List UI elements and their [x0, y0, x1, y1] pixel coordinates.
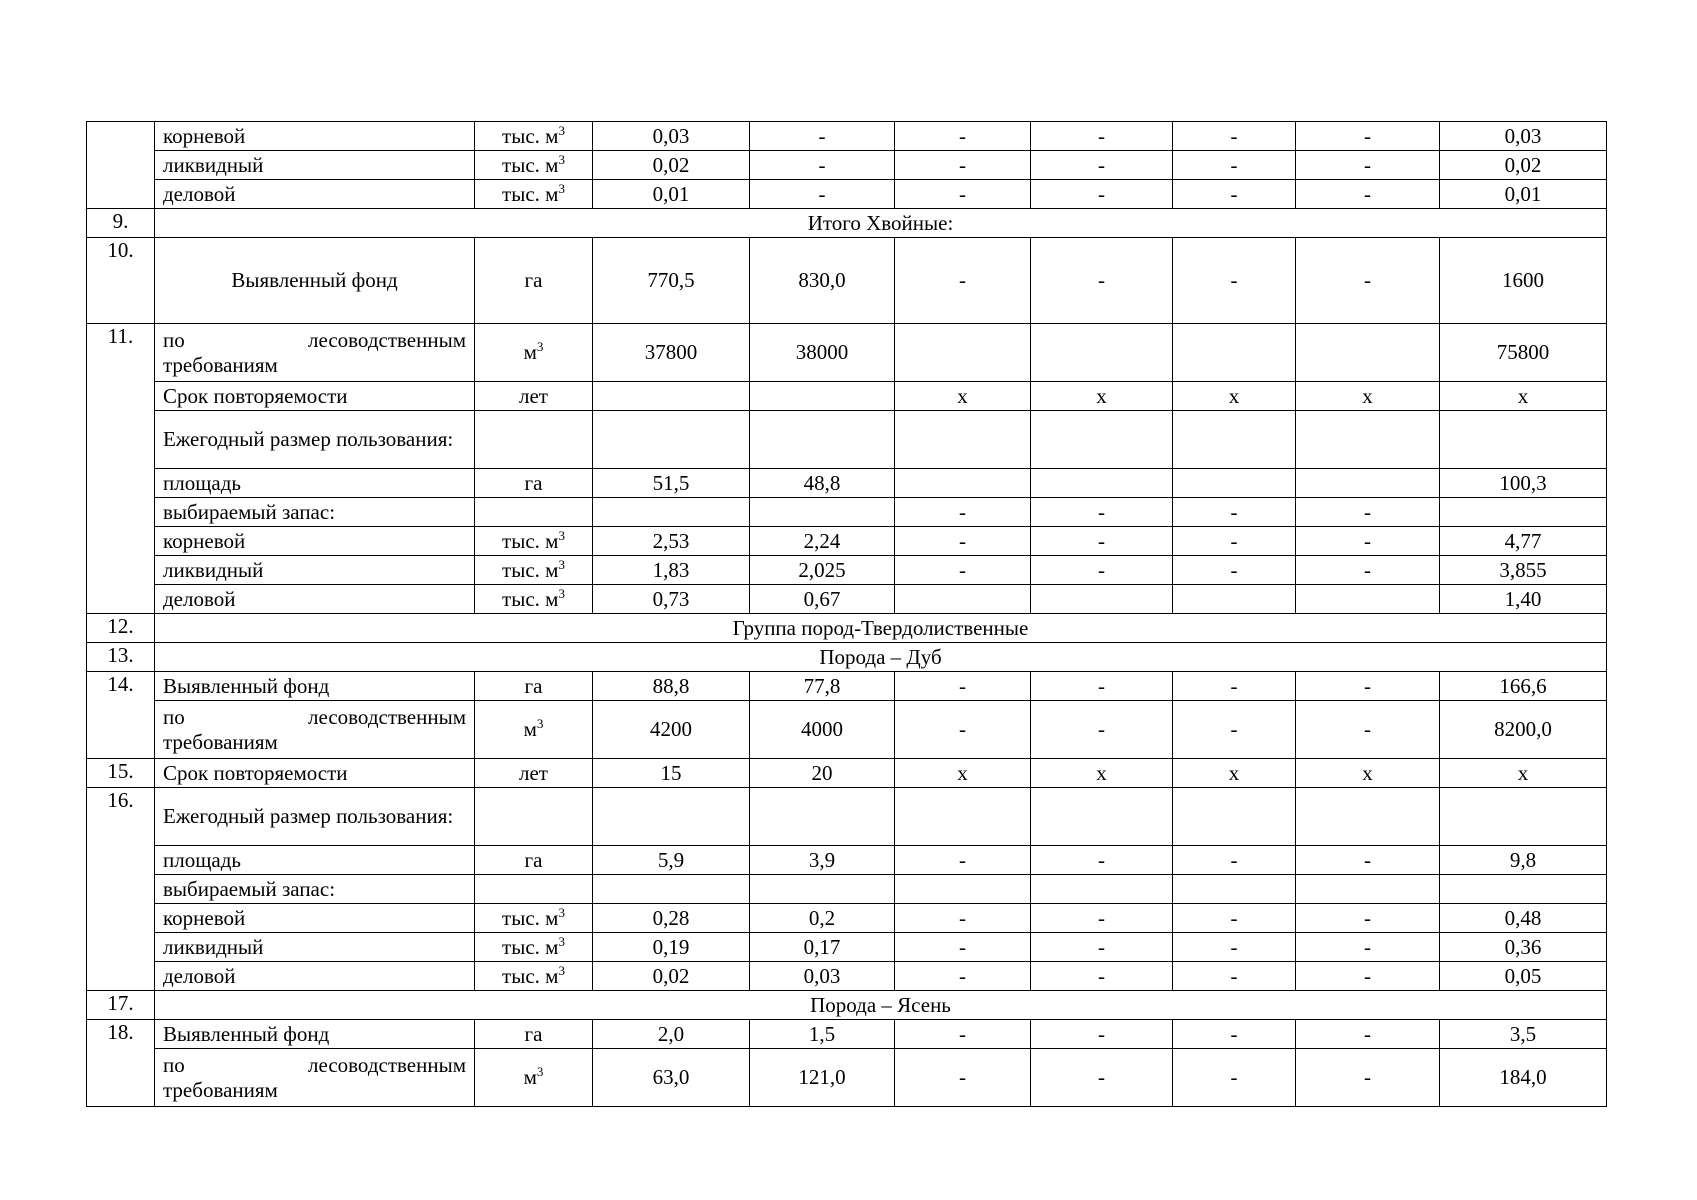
table-row: [87, 875, 1607, 904]
value-cell: -: [895, 556, 1031, 585]
total-cell: 1600: [1440, 238, 1607, 324]
value-cell: [1031, 324, 1173, 382]
row-number-cell: [87, 122, 155, 209]
value-cell: х: [895, 382, 1031, 411]
data-table: [86, 121, 1607, 1107]
row-label: корневой: [155, 527, 475, 556]
value-cell: -: [1173, 904, 1296, 933]
value-cell: -: [1296, 238, 1440, 324]
row-label: по лесоводственным требованиям: [155, 324, 475, 382]
value-cell: -: [1296, 180, 1440, 209]
value-cell: -: [895, 904, 1031, 933]
value-cell: [750, 788, 895, 846]
unit-cell: $м^3$: [475, 1049, 593, 1107]
value-cell: [1296, 469, 1440, 498]
total-cell: 1,40: [1440, 585, 1607, 614]
row-label: ликвидный: [155, 151, 475, 180]
value-cell: [1031, 875, 1173, 904]
row-number-cell: 18.: [87, 1020, 155, 1107]
unit-cell: тыс. $м^3$: [475, 933, 593, 962]
total-cell: [1440, 875, 1607, 904]
value-cell: -: [895, 701, 1031, 759]
unit-cell: тыс. $м^3$: [475, 904, 593, 933]
value-cell: -: [1173, 151, 1296, 180]
value-cell: 0,73: [593, 585, 750, 614]
value-cell: -: [1173, 122, 1296, 151]
section-heading: Группа пород-Твердолиственные: [155, 614, 1607, 643]
table-row: [87, 527, 1607, 556]
value-cell: 1,83: [593, 556, 750, 585]
row-label: деловой: [155, 962, 475, 991]
unit-cell: тыс. $м^3$: [475, 180, 593, 209]
value-cell: [1296, 411, 1440, 469]
total-cell: 0,48: [1440, 904, 1607, 933]
table-row: [87, 1020, 1607, 1049]
value-cell: [750, 382, 895, 411]
value-cell: 0,02: [593, 151, 750, 180]
value-cell: [593, 875, 750, 904]
table-row: [87, 469, 1607, 498]
value-cell: -: [1296, 527, 1440, 556]
row-label: Ежегодный размер пользования:: [155, 411, 475, 469]
table-row: [87, 324, 1607, 382]
total-cell: 3,5: [1440, 1020, 1607, 1049]
value-cell: [1296, 324, 1440, 382]
value-cell: -: [1296, 1020, 1440, 1049]
value-cell: -: [895, 180, 1031, 209]
unit-cell: га: [475, 1020, 593, 1049]
value-cell: [1296, 788, 1440, 846]
value-cell: 37800: [593, 324, 750, 382]
value-cell: 51,5: [593, 469, 750, 498]
total-cell: 100,3: [1440, 469, 1607, 498]
unit-cell: тыс. $м^3$: [475, 962, 593, 991]
value-cell: 3,9: [750, 846, 895, 875]
value-cell: [1173, 585, 1296, 614]
value-cell: -: [1296, 1049, 1440, 1107]
table-row: [87, 180, 1607, 209]
row-number-cell: 11.: [87, 324, 155, 614]
value-cell: х: [1031, 382, 1173, 411]
row-label: корневой: [155, 904, 475, 933]
row-label: Выявленный фонд: [155, 1020, 475, 1049]
value-cell: -: [1031, 122, 1173, 151]
table-row: [87, 498, 1607, 527]
value-cell: -: [1173, 846, 1296, 875]
table-row: [87, 933, 1607, 962]
value-cell: 20: [750, 759, 895, 788]
value-cell: 830,0: [750, 238, 895, 324]
value-cell: 77,8: [750, 672, 895, 701]
value-cell: 2,53: [593, 527, 750, 556]
value-cell: [750, 411, 895, 469]
table-row: [87, 962, 1607, 991]
table-row: [87, 672, 1607, 701]
unit-cell: тыс. $м^3$: [475, 122, 593, 151]
value-cell: -: [1296, 904, 1440, 933]
value-cell: 0,19: [593, 933, 750, 962]
value-cell: -: [750, 151, 895, 180]
total-cell: 4,77: [1440, 527, 1607, 556]
row-label: Срок повторяемости: [155, 759, 475, 788]
value-cell: -: [1173, 1049, 1296, 1107]
value-cell: [750, 875, 895, 904]
value-cell: -: [895, 933, 1031, 962]
value-cell: -: [1173, 238, 1296, 324]
row-number-cell: 14.: [87, 672, 155, 759]
section-heading: Итого Хвойные:: [155, 209, 1607, 238]
total-cell: 0,01: [1440, 180, 1607, 209]
table-row: [87, 238, 1607, 324]
section-row: [87, 643, 1607, 672]
total-cell: 75800: [1440, 324, 1607, 382]
table-row: [87, 382, 1607, 411]
value-cell: 0,02: [593, 962, 750, 991]
value-cell: -: [1173, 672, 1296, 701]
value-cell: х: [1031, 759, 1173, 788]
value-cell: [895, 411, 1031, 469]
value-cell: [1031, 469, 1173, 498]
total-cell: 9,8: [1440, 846, 1607, 875]
value-cell: [1173, 324, 1296, 382]
unit-cell: $м^3$: [475, 324, 593, 382]
value-cell: 770,5: [593, 238, 750, 324]
row-label: ликвидный: [155, 933, 475, 962]
value-cell: -: [1173, 498, 1296, 527]
value-cell: [593, 498, 750, 527]
value-cell: [1173, 875, 1296, 904]
section-row: [87, 209, 1607, 238]
value-cell: -: [750, 122, 895, 151]
value-cell: [750, 498, 895, 527]
value-cell: -: [1296, 498, 1440, 527]
value-cell: [593, 788, 750, 846]
total-cell: 8200,0: [1440, 701, 1607, 759]
total-cell: 184,0: [1440, 1049, 1607, 1107]
total-cell: 0,36: [1440, 933, 1607, 962]
table-row: [87, 701, 1607, 759]
value-cell: -: [1173, 180, 1296, 209]
value-cell: 63,0: [593, 1049, 750, 1107]
value-cell: 0,28: [593, 904, 750, 933]
unit-cell: лет: [475, 759, 593, 788]
row-label: Выявленный фонд: [155, 238, 475, 324]
value-cell: -: [1031, 962, 1173, 991]
value-cell: -: [1173, 556, 1296, 585]
row-number-cell: 9.: [87, 209, 155, 238]
row-label: Ежегодный размер пользования:: [155, 788, 475, 846]
value-cell: -: [895, 672, 1031, 701]
row-label: Выявленный фонд: [155, 672, 475, 701]
value-cell: -: [750, 180, 895, 209]
section-row: [87, 991, 1607, 1020]
value-cell: -: [895, 1049, 1031, 1107]
total-cell: 0,03: [1440, 122, 1607, 151]
value-cell: 0,17: [750, 933, 895, 962]
total-cell: х: [1440, 382, 1607, 411]
value-cell: [1031, 788, 1173, 846]
value-cell: [1031, 585, 1173, 614]
value-cell: -: [1031, 701, 1173, 759]
value-cell: 38000: [750, 324, 895, 382]
row-label: деловой: [155, 585, 475, 614]
value-cell: -: [895, 846, 1031, 875]
value-cell: 1,5: [750, 1020, 895, 1049]
value-cell: -: [895, 527, 1031, 556]
value-cell: 0,67: [750, 585, 895, 614]
row-label: площадь: [155, 846, 475, 875]
total-cell: 3,855: [1440, 556, 1607, 585]
value-cell: х: [1296, 759, 1440, 788]
value-cell: [895, 469, 1031, 498]
table-row: [87, 411, 1607, 469]
row-label: ликвидный: [155, 556, 475, 585]
value-cell: -: [1173, 962, 1296, 991]
value-cell: 0,2: [750, 904, 895, 933]
value-cell: -: [895, 498, 1031, 527]
row-label: по лесоводственным требованиям: [155, 701, 475, 759]
unit-cell: [475, 498, 593, 527]
value-cell: -: [1173, 1020, 1296, 1049]
value-cell: 0,03: [750, 962, 895, 991]
value-cell: -: [1296, 556, 1440, 585]
value-cell: х: [895, 759, 1031, 788]
value-cell: [593, 382, 750, 411]
value-cell: -: [1031, 151, 1173, 180]
total-cell: [1440, 498, 1607, 527]
row-number-cell: 17.: [87, 991, 155, 1020]
value-cell: -: [1031, 527, 1173, 556]
unit-cell: тыс. $м^3$: [475, 527, 593, 556]
value-cell: -: [1031, 180, 1173, 209]
unit-cell: [475, 788, 593, 846]
value-cell: -: [1296, 151, 1440, 180]
table-row: [87, 151, 1607, 180]
section-heading: Порода – Дуб: [155, 643, 1607, 672]
value-cell: -: [895, 238, 1031, 324]
value-cell: -: [1173, 701, 1296, 759]
value-cell: -: [1173, 527, 1296, 556]
value-cell: 48,8: [750, 469, 895, 498]
value-cell: -: [1173, 933, 1296, 962]
section-row: [87, 614, 1607, 643]
value-cell: -: [895, 151, 1031, 180]
value-cell: х: [1296, 382, 1440, 411]
table-row: [87, 556, 1607, 585]
value-cell: -: [1031, 556, 1173, 585]
unit-cell: тыс. $м^3$: [475, 585, 593, 614]
value-cell: 121,0: [750, 1049, 895, 1107]
row-label: площадь: [155, 469, 475, 498]
unit-cell: тыс. $м^3$: [475, 151, 593, 180]
unit-cell: [475, 875, 593, 904]
value-cell: [895, 324, 1031, 382]
value-cell: 88,8: [593, 672, 750, 701]
table-row: [87, 788, 1607, 846]
table-row: [87, 585, 1607, 614]
value-cell: 5,9: [593, 846, 750, 875]
row-number-cell: 15.: [87, 759, 155, 788]
value-cell: -: [1031, 498, 1173, 527]
value-cell: 4200: [593, 701, 750, 759]
row-label: корневой: [155, 122, 475, 151]
total-cell: 166,6: [1440, 672, 1607, 701]
value-cell: -: [1031, 846, 1173, 875]
unit-cell: га: [475, 846, 593, 875]
value-cell: -: [1296, 701, 1440, 759]
value-cell: 2,24: [750, 527, 895, 556]
unit-cell: $м^3$: [475, 701, 593, 759]
row-label: Срок повторяемости: [155, 382, 475, 411]
table-row: [87, 759, 1607, 788]
table-row: [87, 1049, 1607, 1107]
value-cell: -: [1031, 1020, 1173, 1049]
value-cell: -: [1296, 846, 1440, 875]
value-cell: [1296, 585, 1440, 614]
row-label: выбираемый запас:: [155, 875, 475, 904]
value-cell: х: [1173, 759, 1296, 788]
value-cell: -: [1031, 933, 1173, 962]
value-cell: [895, 875, 1031, 904]
value-cell: 15: [593, 759, 750, 788]
value-cell: -: [1031, 1049, 1173, 1107]
value-cell: [593, 411, 750, 469]
table-row: [87, 846, 1607, 875]
row-label: выбираемый запас:: [155, 498, 475, 527]
unit-cell: га: [475, 238, 593, 324]
value-cell: [1296, 875, 1440, 904]
value-cell: [1173, 411, 1296, 469]
row-label: по лесоводственным требованиям: [155, 1049, 475, 1107]
table-row: [87, 122, 1607, 151]
value-cell: 2,0: [593, 1020, 750, 1049]
value-cell: -: [895, 122, 1031, 151]
value-cell: [895, 788, 1031, 846]
unit-cell: лет: [475, 382, 593, 411]
unit-cell: га: [475, 672, 593, 701]
value-cell: -: [1296, 672, 1440, 701]
total-cell: [1440, 411, 1607, 469]
value-cell: [1031, 411, 1173, 469]
value-cell: 2,025: [750, 556, 895, 585]
row-number-cell: 12.: [87, 614, 155, 643]
row-number-cell: 13.: [87, 643, 155, 672]
unit-cell: га: [475, 469, 593, 498]
total-cell: х: [1440, 759, 1607, 788]
row-number-cell: 16.: [87, 788, 155, 991]
row-label: деловой: [155, 180, 475, 209]
value-cell: [895, 585, 1031, 614]
value-cell: х: [1173, 382, 1296, 411]
value-cell: -: [895, 962, 1031, 991]
unit-cell: [475, 411, 593, 469]
value-cell: [1173, 788, 1296, 846]
value-cell: -: [1031, 672, 1173, 701]
value-cell: 0,01: [593, 180, 750, 209]
value-cell: -: [1296, 933, 1440, 962]
total-cell: [1440, 788, 1607, 846]
total-cell: 0,05: [1440, 962, 1607, 991]
table-row: [87, 904, 1607, 933]
value-cell: [1173, 469, 1296, 498]
unit-cell: тыс. $м^3$: [475, 556, 593, 585]
section-heading: Порода – Ясень: [155, 991, 1607, 1020]
total-cell: 0,02: [1440, 151, 1607, 180]
value-cell: -: [895, 1020, 1031, 1049]
value-cell: -: [1031, 904, 1173, 933]
value-cell: -: [1031, 238, 1173, 324]
value-cell: 4000: [750, 701, 895, 759]
value-cell: 0,03: [593, 122, 750, 151]
value-cell: -: [1296, 122, 1440, 151]
value-cell: -: [1296, 962, 1440, 991]
row-number-cell: 10.: [87, 238, 155, 324]
